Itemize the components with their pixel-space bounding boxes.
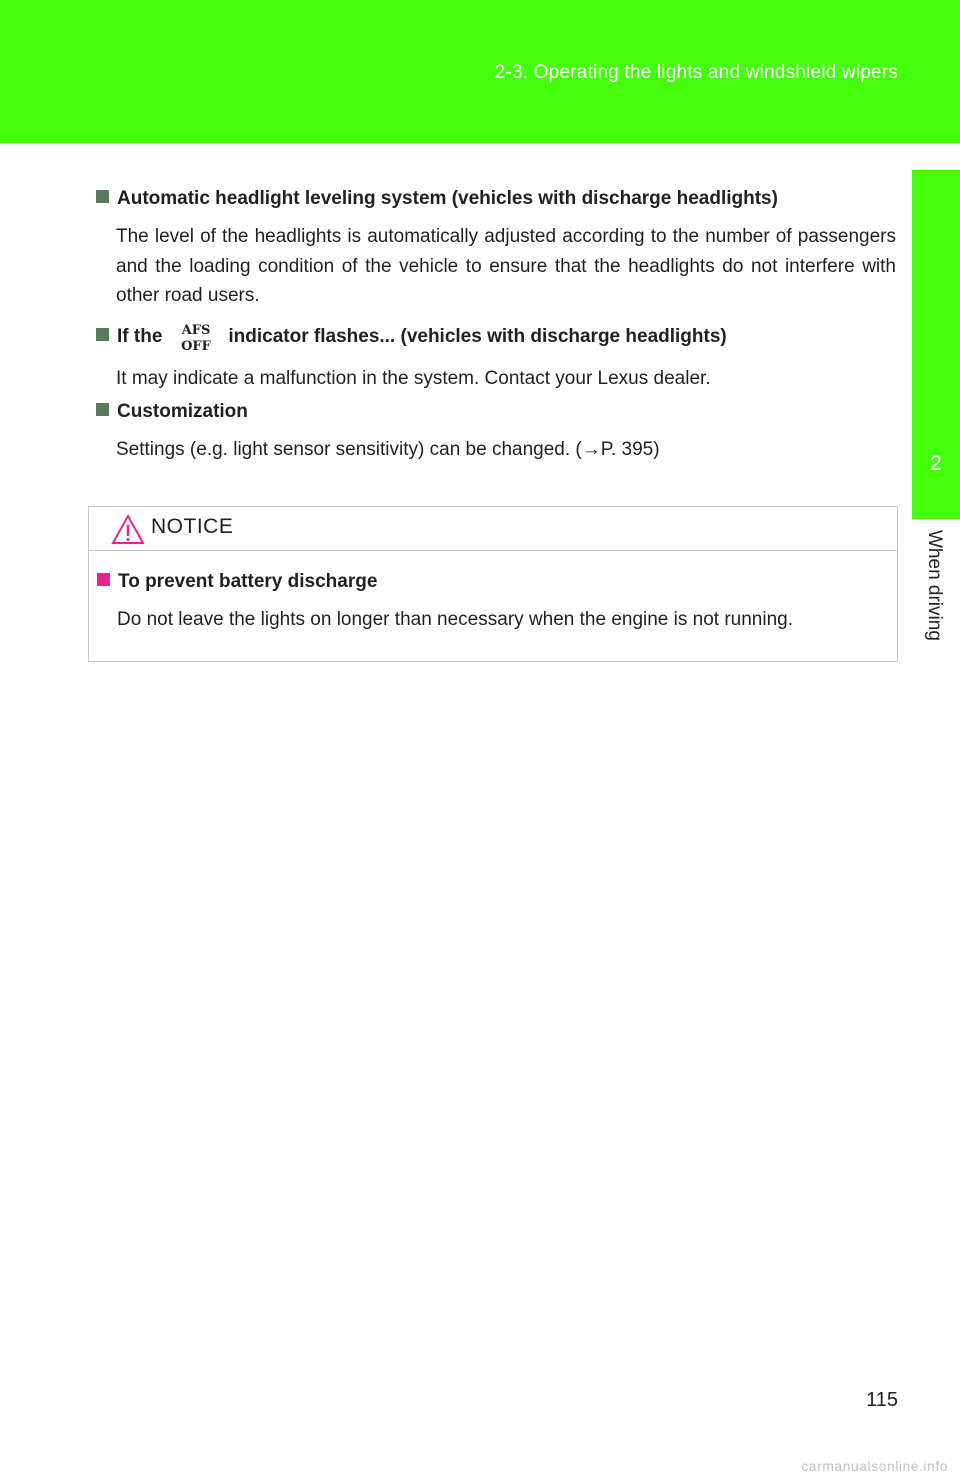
heading-prefix: If the [117, 326, 163, 348]
section-body: Settings (e.g. light sensor sensitivity) can be changed. (→P. 395) [116, 439, 660, 460]
square-bullet-icon [97, 573, 110, 586]
watermark: carmanualsonline.info [801, 1458, 948, 1474]
page-number: 115 [866, 1389, 898, 1411]
heading-text: Automatic headlight leveling system (vehicles with discharge headlights) [117, 188, 778, 209]
chapter-tab [912, 170, 960, 519]
section-title: 2-3. Operating the lights and windshield wipers [494, 62, 898, 83]
section-body: The level of the headlights is automatically adjusted according to the number of passengers and the loading condition of the vehicle to ensure that the headlights do not interfere with other road users. [116, 226, 896, 306]
notice-label: NOTICE [151, 515, 234, 538]
notice-item-body: Do not leave the lights on longer than necessary when the engine is not running. [117, 609, 794, 630]
section-heading [96, 320, 896, 354]
section-body: It may indicate a malfunction in the system. Contact your Lexus dealer. [116, 368, 711, 389]
square-bullet-icon [96, 403, 109, 416]
notice-header [89, 507, 897, 551]
chapter-number: 2 [930, 452, 942, 475]
notice-box [88, 506, 898, 662]
afs-icon-text-bottom: OFF [181, 339, 212, 354]
warning-triangle-icon [111, 513, 145, 545]
chapter-label: When driving [924, 530, 945, 641]
notice-item-heading [97, 571, 377, 593]
afs-icon-text-top: AFS [182, 323, 211, 338]
square-bullet-icon [96, 190, 109, 203]
section-afs-indicator [96, 320, 896, 394]
header-band [0, 0, 960, 143]
section-customization [96, 399, 896, 465]
square-bullet-icon [96, 328, 109, 341]
heading-text: Customization [117, 401, 248, 422]
chapter-label-container [912, 530, 960, 670]
heading-suffix: indicator flashes... (vehicles with discharge headlights) [228, 326, 727, 348]
afs-off-icon [176, 320, 216, 354]
section-heading [96, 186, 896, 212]
notice-heading-text: To prevent battery discharge [118, 571, 378, 592]
section-headlight-leveling [96, 186, 896, 311]
section-heading [96, 399, 896, 425]
